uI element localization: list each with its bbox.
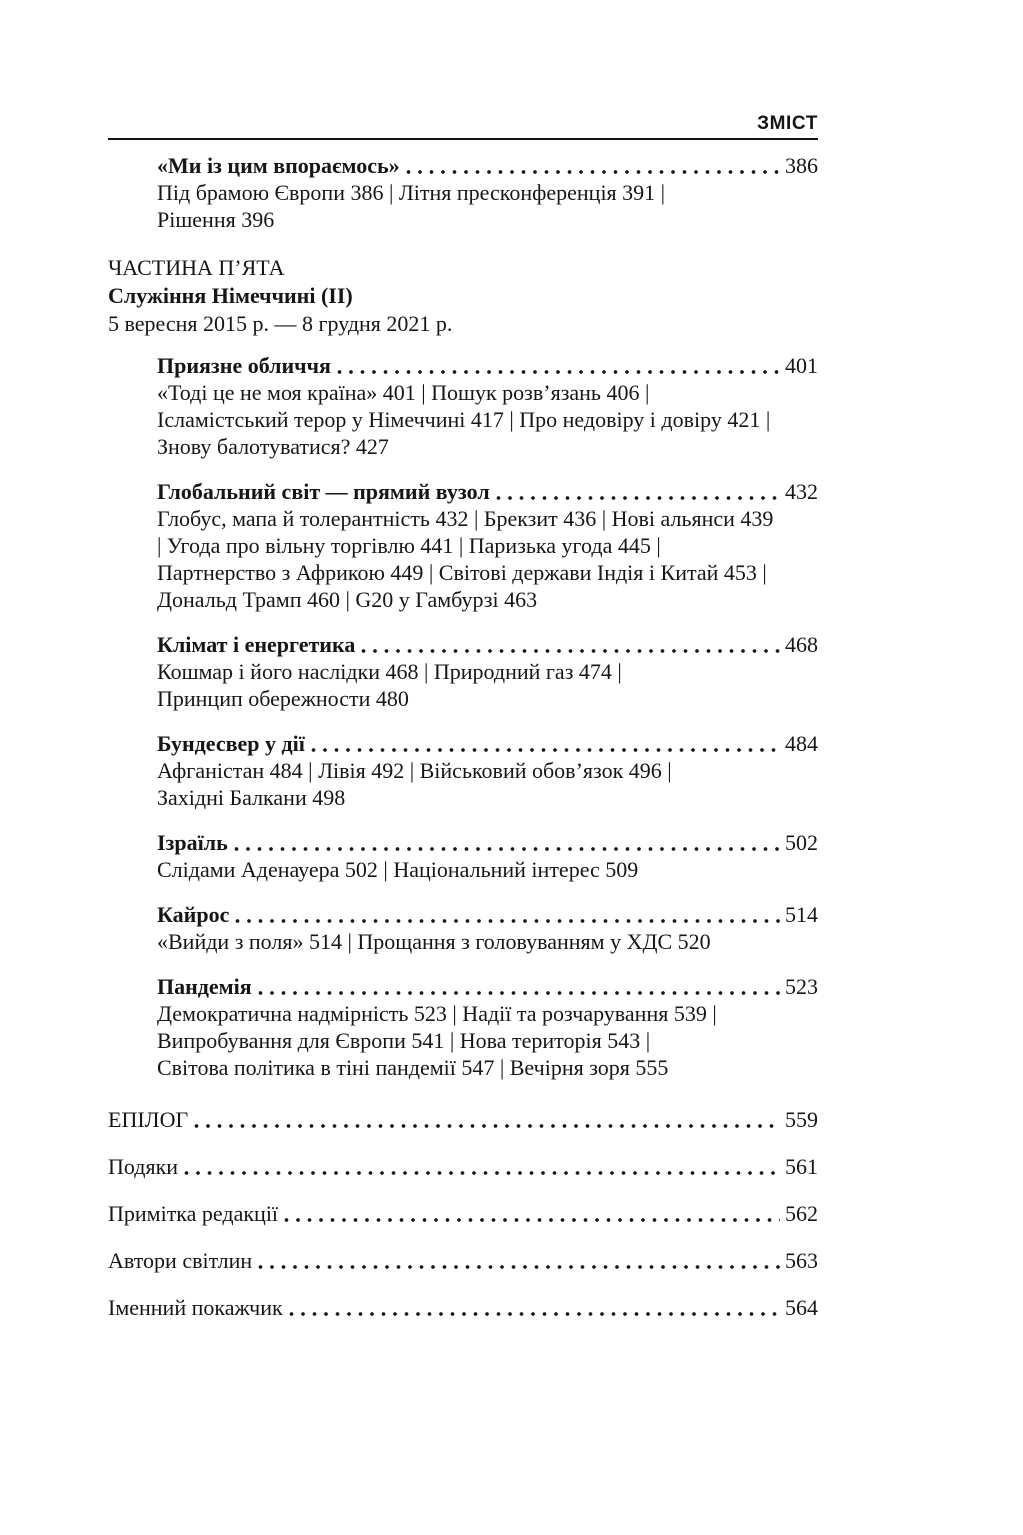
dot-leader — [311, 747, 780, 753]
back-matter-row — [108, 1153, 818, 1180]
toc-entry-title: «Ми із цим впораємось» — [157, 153, 400, 178]
back-matter-page-number: 564 — [785, 1295, 818, 1320]
toc-entry-page-number: 468 — [785, 632, 818, 657]
back-matter-page-number: 563 — [785, 1248, 818, 1273]
toc-entry-subtopics: Рішення 396 — [157, 207, 275, 232]
dot-leader — [289, 1311, 780, 1317]
toc-entry-row — [157, 973, 818, 1000]
toc-entry-subtopics: «Вийди з поля» 514 | Прощання з головуванням у ХДС 520 — [157, 929, 711, 954]
dot-leader — [258, 990, 780, 996]
dot-leader — [235, 918, 780, 924]
toc-entry-page-number: 401 — [785, 353, 818, 378]
toc-entry-page-number: 523 — [785, 974, 818, 999]
toc-entry-page-number: 514 — [785, 902, 818, 927]
dot-leader — [184, 1170, 780, 1176]
back-matter-title: Іменний покажчик — [108, 1295, 283, 1320]
toc-entry-title: Глобальний світ — прямий вузол — [157, 479, 490, 504]
toc-entry-subtopics: Принцип обережности 480 — [157, 686, 409, 711]
back-matter-title: ЕПІЛОГ — [108, 1107, 189, 1132]
back-matter-entry — [108, 1153, 818, 1180]
dot-leader — [496, 495, 780, 501]
toc-entry-title: Кайрос — [157, 902, 230, 927]
toc-entry-row — [157, 152, 818, 179]
toc-entry — [157, 973, 818, 1081]
part-heading — [108, 251, 818, 338]
toc-entry-subtopics: Ісламістський терор у Німеччині 417 | Про недовіру і довіру 421 | — [157, 407, 771, 432]
back-matter-page-number: 562 — [785, 1201, 818, 1226]
toc-entry — [157, 152, 818, 233]
toc-entry-row — [157, 901, 818, 928]
toc-entry-title: Клімат і енергетика — [157, 632, 356, 657]
toc-entry-page-number: 484 — [785, 731, 818, 756]
back-matter-row — [108, 1247, 818, 1274]
back-matter-row — [108, 1200, 818, 1227]
back-matter-entry — [108, 1099, 818, 1133]
back-matter-page-number: 561 — [785, 1154, 818, 1179]
table-of-contents — [108, 152, 818, 1321]
part-heading-line: ЧАСТИНА П’ЯТА — [108, 255, 285, 280]
back-matter-title: Подяки — [108, 1154, 179, 1179]
toc-entry-subtopics: Західні Балкани 498 — [157, 785, 346, 810]
toc-entry — [157, 901, 818, 955]
dot-leader — [258, 1264, 780, 1270]
toc-entry — [157, 352, 818, 460]
dot-leader — [361, 648, 780, 654]
toc-entry-subtopics: | Угода про вільну торгівлю 441 | Паризька угода 445 | — [157, 533, 661, 558]
toc-entry-row — [157, 730, 818, 757]
back-matter-title: Автори світлин — [108, 1248, 253, 1273]
dot-leader — [337, 369, 780, 375]
toc-entry-row — [157, 829, 818, 856]
dot-leader — [284, 1217, 780, 1223]
toc-entry-page-number: 502 — [785, 830, 818, 855]
page-header-title: ЗМІСТ — [757, 113, 818, 134]
toc-entry-subtopics: Під брамою Європи 386 | Літня пресконференція 391 | — [157, 180, 666, 205]
toc-entry-subtopics: Світова політика в тіні пандемії 547 | Вечірня зоря 555 — [157, 1055, 669, 1080]
toc-entry-row — [157, 352, 818, 379]
dot-leader — [234, 846, 780, 852]
toc-entry-title: Пандемія — [157, 974, 252, 999]
toc-entry-row — [157, 631, 818, 658]
toc-entry — [157, 631, 818, 712]
toc-entry-title: Ізраїль — [157, 830, 228, 855]
toc-entry-subtopics: Випробування для Європи 541 | Нова територія 543 | — [157, 1028, 651, 1053]
toc-entry-subtopics: Дональд Трамп 460 | G20 у Гамбурзі 463 — [157, 587, 538, 612]
back-matter-row — [108, 1106, 818, 1133]
back-matter-title: Примітка редакції — [108, 1201, 279, 1226]
toc-entry-page-number: 432 — [785, 479, 818, 504]
part-heading-line: Служіння Німеччині (ІІ) — [108, 283, 353, 308]
back-matter-page-number: 559 — [785, 1107, 818, 1132]
dot-leader — [406, 169, 780, 175]
page-header — [108, 113, 818, 140]
toc-entry-subtopics: Знову балотуватися? 427 — [157, 434, 389, 459]
toc-entry-title: Приязне обличчя — [157, 353, 331, 378]
toc-entry-subtopics: Афганістан 484 | Лівія 492 | Військовий обов’язок 496 | — [157, 758, 672, 783]
back-matter-entry — [108, 1294, 818, 1321]
back-matter-entry — [108, 1200, 818, 1227]
toc-entry — [157, 478, 818, 613]
toc-entry-subtopics: «Тоді це не моя країна» 401 | Пошук розв’язань 406 | — [157, 380, 650, 405]
toc-entry — [157, 829, 818, 883]
back-matter-row — [108, 1294, 818, 1321]
toc-entry-subtopics: Слідами Аденауера 502 | Національний інтерес 509 — [157, 857, 639, 882]
part-heading-line: 5 вересня 2015 р. — 8 грудня 2021 р. — [108, 311, 453, 336]
toc-entry-row — [157, 478, 818, 505]
toc-entry-page-number: 386 — [785, 153, 818, 178]
toc-entry — [157, 730, 818, 811]
toc-entry-subtopics: Кошмар і його наслідки 468 | Природний газ 474 | — [157, 659, 622, 684]
toc-entry-title: Бундесвер у дії — [157, 731, 305, 756]
dot-leader — [194, 1123, 780, 1129]
toc-entry-subtopics: Демократична надмірність 523 | Надії та розчарування 539 | — [157, 1001, 717, 1026]
toc-entry-subtopics: Партнерство з Африкою 449 | Світові держави Індія і Китай 453 | — [157, 560, 767, 585]
toc-entry-subtopics: Глобус, мапа й толерантність 432 | Брекзит 436 | Нові альянси 439 — [157, 506, 774, 531]
back-matter-entry — [108, 1247, 818, 1274]
